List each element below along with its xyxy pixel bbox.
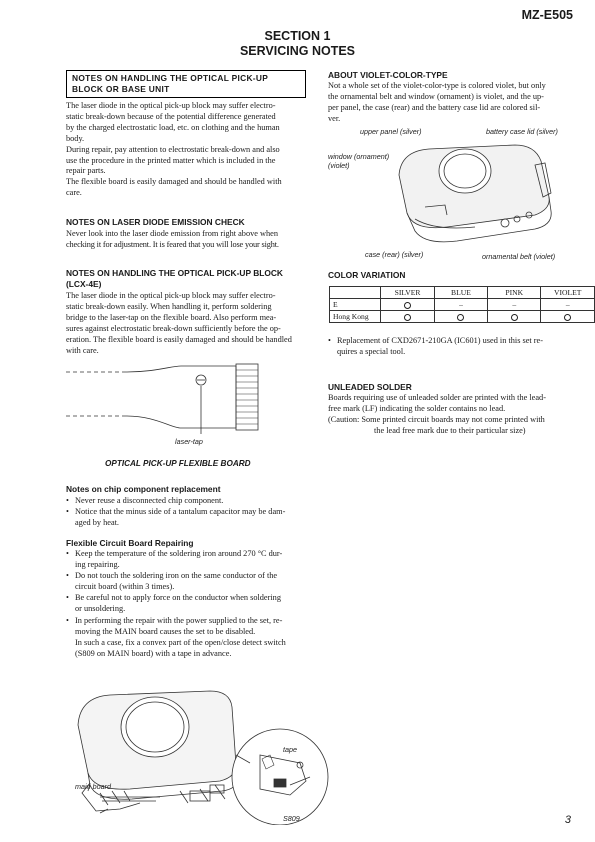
tape-label: tape [283,745,297,754]
color-variation-table [329,286,595,323]
pickup-block-text: The laser diode in the optical pick-up block may suffer electro- static break-down easily. When handling it, perform soldering bridge to the laser-tap on the flexible board. Also perform mea- sures against electrostatic break-down sufficiently before the op- eration. The flexible board is easily damaged and should be handled with care. [66,291,292,355]
list-item: • Keep the temperature of the soldering iron around 270 °C dur- ing repairing. [66,549,307,571]
unleaded-solder-heading: UNLEADED SOLDER [328,382,412,392]
battery-lid-label: battery case lid (silver) [486,127,558,136]
window-label: window (ornament) (violet) [328,152,390,170]
upper-panel-label: upper panel (silver) [360,127,422,136]
pickup-block-heading: NOTES ON HANDLING THE OPTICAL PICK-UP BLOCK (LCX-4E) [66,268,283,289]
chip-replacement-list [66,496,307,529]
main-board-label: main board [75,782,111,791]
ornamental-belt-label: ornamental belt (violet) [482,252,556,261]
table-row: Hong Kong [330,311,595,323]
table-row: E – – – [330,299,595,311]
laser-tap-label: laser-tap [175,437,203,446]
list-item: • Replacement of CXD2671-210GA (IC601) used in this set re- quires a special tool. [328,336,569,358]
unleaded-solder-text: Boards requiring use of unleaded solder are printed with the lead- free mark (LF) indicating the solder contains no lead. (Caution: Some printed circuit boards may not come printed with the lead free mark due to their particular size) [328,393,546,435]
list-item: • Be careful not to apply force on the conductor when soldering or unsoldering. [66,593,307,615]
handling-notes-heading-line-1: NOTES ON HANDLING THE OPTICAL PICK-UP [72,73,269,83]
color-variation-heading: COLOR VARIATION [328,270,406,280]
available-circle-icon [511,314,518,321]
model-number: MZ-E505 [521,8,573,22]
fcb-repair-heading: Flexible Circuit Board Repairing [66,538,194,548]
laser-emission-text: Never look into the laser diode emission from right above when checking it for adjustment. It is feared that you will lose your sight. [66,229,279,249]
violet-type-heading: ABOUT VIOLET-COLOR-TYPE [328,70,448,80]
handling-notes-heading-box [66,70,306,98]
page-number: 3 [564,814,571,826]
handling-notes-heading-line-2: BLOCK OR BASE UNIT [72,84,170,94]
laser-emission-heading: NOTES ON LASER DIODE EMISSION CHECK [66,217,245,227]
list-item: • Do not touch the soldering iron on the same conductor of the circuit board (within 3 times). [66,571,307,593]
replacement-note-list [328,336,569,358]
list-item: • Never reuse a disconnected chip component. [66,496,307,507]
section-title: SERVICING NOTES [239,44,356,58]
violet-type-text: Not a whole set of the violet-color-type is colored violet, but only the ornamental belt and window (ornament) is violet, and the up- per panel, the case (rear) and the battery case lid are colored sil- ver. [328,81,546,123]
player-color-diagram [385,135,565,255]
fcb-repair-list [66,549,307,660]
available-circle-icon [457,314,464,321]
case-rear-label: case (rear) (silver) [365,250,424,259]
main-board-illustration [60,685,350,825]
list-item: • Notice that the minus side of a tantalum capacitor may be dam- aged by heat. [66,507,307,529]
available-circle-icon [404,302,411,309]
flexible-board-caption: OPTICAL PICK-UP FLEXIBLE BOARD [105,459,251,468]
s809-label: S809 [283,814,300,823]
table-row: SILVER BLUE PINK VIOLET [330,287,595,299]
chip-replacement-heading: Notes on chip component replacement [66,484,221,494]
available-circle-icon [564,314,571,321]
available-circle-icon [404,314,411,321]
handling-notes-text: The laser diode in the optical pick-up block may suffer electro- static break-down because of the potential difference generated by the charged electrostatic load, etc. on clothing and the human body. During repair, pay attention to electrostatic break-down and also use the procedure in the printed matter which is included in the repair parts. The flexible board is easily damaged and should be handled with care. [66,101,282,198]
list-item: • In performing the repair with the power supplied to the set, re- moving the MAIN board causes the set to be disabled. In such a case, fix a convex part of the open/close detect switch (S809 on MAIN board) with a tape in advance. [66,616,307,660]
section-number: SECTION 1 [264,29,331,43]
